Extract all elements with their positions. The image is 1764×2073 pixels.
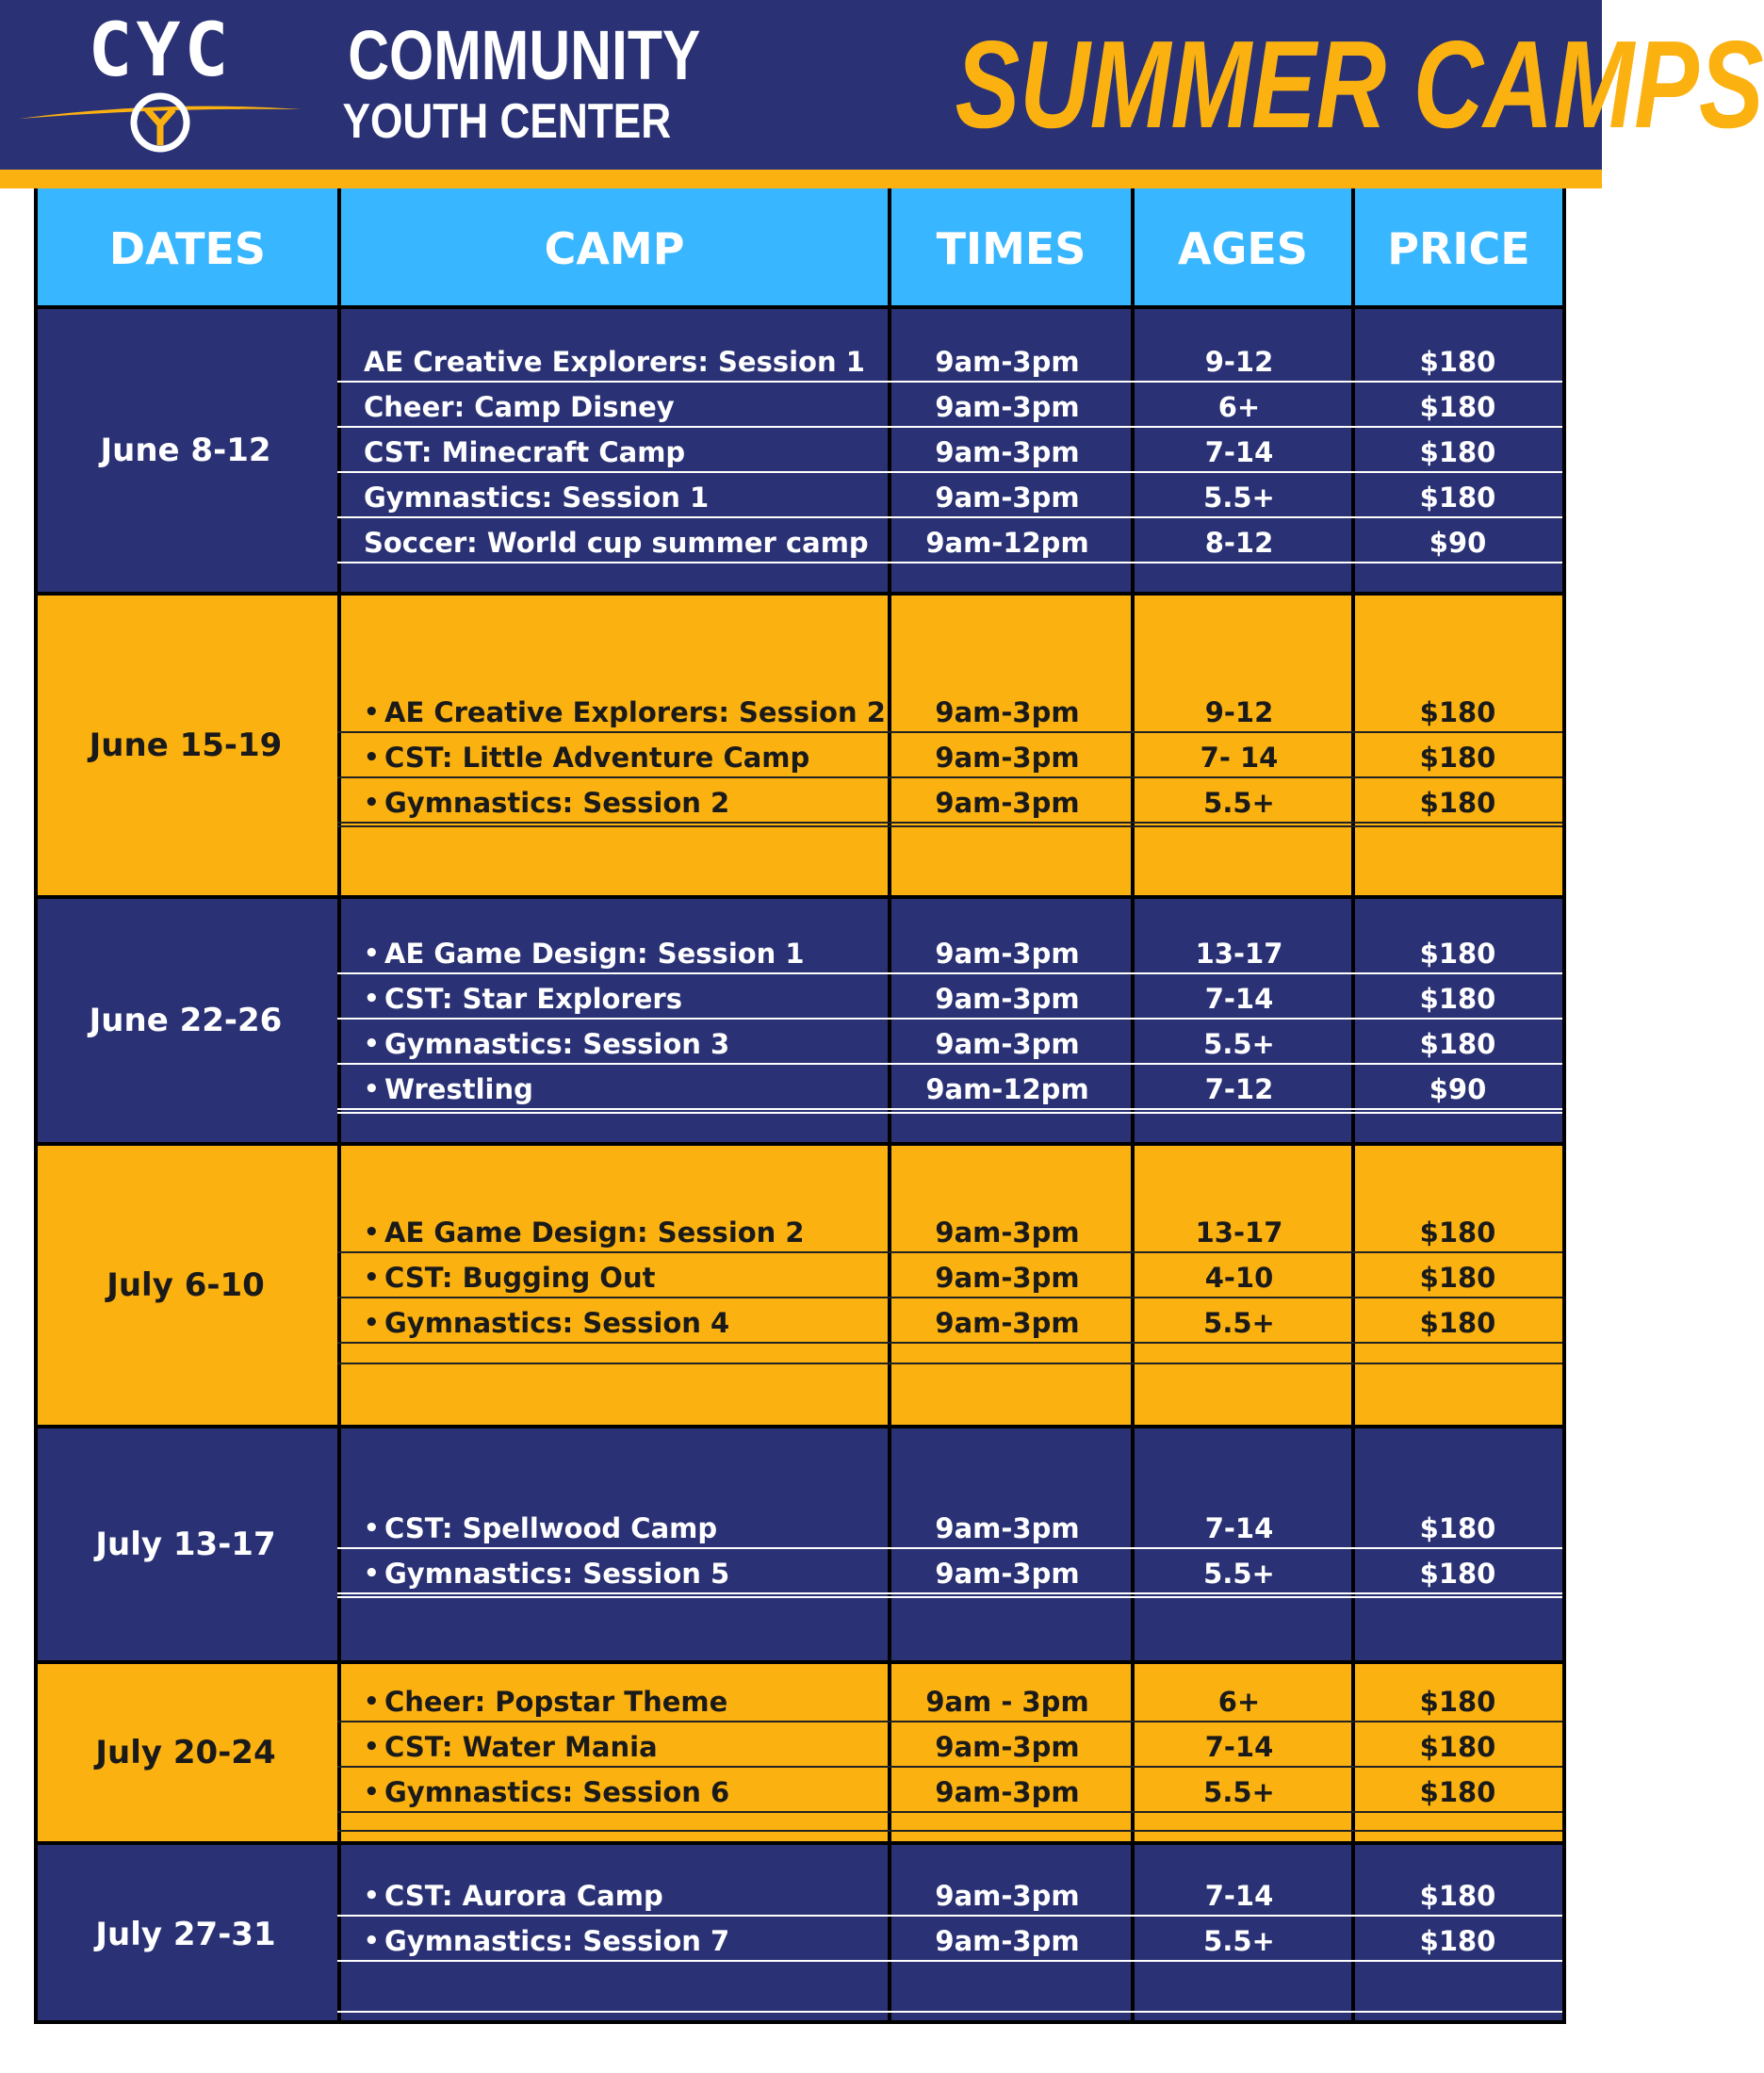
camp-price: $180	[1419, 1776, 1496, 1808]
camp-price: $180	[1419, 1925, 1496, 1957]
camp-row	[337, 1918, 1566, 1964]
camp-row	[337, 690, 1566, 735]
row-divider	[337, 776, 1566, 778]
camp-price: $180	[1419, 983, 1496, 1015]
camp-name: • CST: Star Explorers	[384, 976, 903, 1021]
camp-name: • CST: Water Mania	[384, 1724, 903, 1770]
week-dates: July 20-24	[95, 1734, 276, 1771]
camp-time: 9am-12pm	[925, 527, 1089, 559]
camp-ages: 13-17	[1195, 1216, 1283, 1249]
camp-time: 9am-3pm	[935, 391, 1080, 423]
camp-price: $90	[1429, 1073, 1487, 1105]
camp-ages: 4-10	[1204, 1262, 1274, 1294]
camp-time: 9am-3pm	[935, 742, 1080, 774]
camp-name: CST: Minecraft Camp	[364, 436, 686, 468]
camp-time: 9am-12pm	[925, 1073, 1089, 1105]
block-divider	[34, 895, 1566, 899]
camp-time: 9am-3pm	[935, 1731, 1080, 1763]
camp-time: 9am-3pm	[935, 436, 1080, 468]
org-name-line2: YOUTH CENTER	[342, 94, 672, 149]
camp-name: • Gymnastics: Session 3	[384, 1021, 903, 1067]
camp-time: 9am-3pm	[935, 1925, 1080, 1957]
header-camp: CAMP	[341, 188, 891, 309]
week-dates: July 27-31	[95, 1916, 276, 1953]
camp-name: • AE Creative Explorers: Session 2	[384, 690, 903, 735]
row-divider	[337, 1811, 1566, 1813]
week-dates: July 13-17	[95, 1526, 276, 1563]
table-right-border	[1562, 188, 1566, 2024]
row-divider	[337, 1251, 1566, 1253]
table-bottom-border	[34, 2020, 1566, 2024]
camp-price: $180	[1419, 1558, 1496, 1590]
camp-name: • Gymnastics: Session 2	[384, 780, 903, 825]
camp-row	[337, 339, 1566, 384]
camp-time: 9am-3pm	[935, 1028, 1080, 1060]
block-divider	[34, 1425, 1566, 1428]
logo-text: CYC	[88, 8, 233, 93]
camp-time: 9am-3pm	[935, 1512, 1080, 1544]
row-divider	[337, 471, 1566, 473]
header-ages: AGES	[1135, 188, 1355, 309]
row-divider	[337, 1766, 1566, 1768]
camp-price: $180	[1419, 1028, 1496, 1060]
week-block	[34, 596, 1566, 895]
camp-name: • Gymnastics: Session 4	[384, 1300, 903, 1346]
header-banner	[0, 0, 1764, 170]
camp-time: 9am-3pm	[935, 787, 1080, 819]
row-divider	[337, 1297, 1566, 1298]
camp-row	[337, 1210, 1566, 1255]
camp-price: $180	[1419, 938, 1496, 970]
camp-row	[337, 1021, 1566, 1067]
camp-name: • CST: Bugging Out	[384, 1255, 903, 1300]
camp-time: 9am-3pm	[935, 1776, 1080, 1808]
camp-name: • Gymnastics: Session 6	[384, 1770, 903, 1815]
row-divider	[337, 822, 1566, 824]
camp-row	[337, 1067, 1566, 1112]
week-dates: June 22-26	[89, 1002, 283, 1039]
row-divider	[337, 1363, 1566, 1364]
camp-ages: 7-14	[1204, 1731, 1274, 1763]
week-dates: June 15-19	[89, 726, 283, 764]
camp-name: Cheer: Camp Disney	[364, 391, 675, 423]
camp-schedule-table	[34, 188, 1566, 2024]
cyc-logo	[19, 8, 302, 162]
camp-price: $180	[1419, 696, 1496, 728]
camp-row	[337, 1724, 1566, 1770]
row-divider	[337, 1915, 1566, 1917]
camp-row	[337, 1679, 1566, 1724]
camp-price: $180	[1419, 482, 1496, 514]
camp-ages: 7-14	[1204, 983, 1274, 1015]
row-divider	[337, 731, 1566, 733]
header-price: PRICE	[1355, 188, 1566, 309]
camp-row	[337, 1300, 1566, 1346]
row-divider	[337, 1960, 1566, 1962]
camp-price: $180	[1419, 436, 1496, 468]
camp-ages: 7-14	[1204, 436, 1274, 468]
page-title: SUMMER CAMPS	[955, 15, 1764, 154]
camp-ages: 5.5+	[1203, 1558, 1275, 1590]
week-dates: June 8-12	[100, 432, 271, 469]
row-divider	[337, 1342, 1566, 1344]
camp-time: 9am-3pm	[935, 1216, 1080, 1249]
week-block	[34, 1845, 1566, 2024]
camp-row	[337, 931, 1566, 976]
camp-ages: 8-12	[1204, 527, 1274, 559]
camp-row	[337, 1506, 1566, 1551]
week-block	[34, 1664, 1566, 1841]
block-divider	[34, 1660, 1566, 1664]
camp-ages: 9-12	[1204, 346, 1274, 378]
camp-row	[337, 976, 1566, 1021]
row-divider	[337, 1547, 1566, 1549]
header-dates: DATES	[34, 188, 341, 309]
camp-name: AE Creative Explorers: Session 1	[364, 346, 865, 378]
camp-name: Soccer: World cup summer camp	[364, 527, 869, 559]
table-left-border	[34, 188, 38, 2024]
camp-time: 9am-3pm	[935, 983, 1080, 1015]
row-divider	[337, 1063, 1566, 1065]
camp-name: • Gymnastics: Session 5	[384, 1551, 903, 1596]
camp-price: $90	[1429, 527, 1487, 559]
camp-ages: 9-12	[1204, 696, 1274, 728]
camp-name: • AE Game Design: Session 1	[384, 931, 903, 976]
camp-time: 9am-3pm	[935, 1880, 1080, 1912]
row-divider	[337, 381, 1566, 383]
camp-ages: 5.5+	[1203, 1925, 1275, 1957]
camp-time: 9am-3pm	[935, 938, 1080, 970]
camp-time: 9am-3pm	[935, 346, 1080, 378]
block-divider	[34, 305, 1566, 309]
camp-row	[337, 735, 1566, 780]
camp-ages: 6+	[1217, 391, 1261, 423]
org-name-line1: COMMUNITY	[348, 16, 701, 94]
camp-row	[337, 1551, 1566, 1596]
camp-price: $180	[1419, 1216, 1496, 1249]
row-divider	[337, 1018, 1566, 1020]
row-divider	[337, 825, 1566, 827]
header-stripe	[0, 170, 1602, 188]
camp-ages: 7-12	[1204, 1073, 1274, 1105]
row-divider	[337, 516, 1566, 518]
camp-price: $180	[1419, 1731, 1496, 1763]
week-dates: July 6-10	[106, 1266, 265, 1304]
row-divider	[337, 1596, 1566, 1598]
camp-time: 9am-3pm	[935, 1262, 1080, 1294]
camp-row	[337, 520, 1566, 565]
camp-ages: 7- 14	[1200, 742, 1279, 774]
camp-name: • AE Game Design: Session 2	[384, 1210, 903, 1255]
camp-ages: 5.5+	[1203, 482, 1275, 514]
logo-emblem-icon	[19, 89, 302, 164]
camp-row	[337, 1873, 1566, 1918]
row-divider	[337, 2011, 1566, 2013]
block-divider	[34, 1841, 1566, 1845]
camp-row	[337, 430, 1566, 475]
camp-price: $180	[1419, 346, 1496, 378]
camp-time: 9am-3pm	[935, 696, 1080, 728]
row-divider	[337, 1112, 1566, 1114]
camp-name: • Gymnastics: Session 7	[384, 1918, 903, 1964]
camp-time: 9am-3pm	[935, 482, 1080, 514]
camp-name: • Cheer: Popstar Theme	[384, 1679, 903, 1724]
camp-time: 9am-3pm	[935, 1558, 1080, 1590]
camp-time: 9am-3pm	[935, 1307, 1080, 1339]
camp-row	[337, 780, 1566, 825]
camp-price: $180	[1419, 1512, 1496, 1544]
camp-row	[337, 1255, 1566, 1300]
camp-time: 9am - 3pm	[925, 1686, 1089, 1718]
camp-name: • CST: Little Adventure Camp	[384, 735, 903, 780]
week-block	[34, 1146, 1566, 1425]
camp-ages: 5.5+	[1203, 1307, 1275, 1339]
row-divider	[337, 426, 1566, 428]
camp-name: • CST: Aurora Camp	[384, 1873, 903, 1918]
org-name	[316, 16, 701, 149]
camp-price: $180	[1419, 742, 1496, 774]
camp-ages: 5.5+	[1203, 1776, 1275, 1808]
camp-price: $180	[1419, 1880, 1496, 1912]
camp-ages: 13-17	[1195, 938, 1283, 970]
camp-row	[337, 1770, 1566, 1815]
camp-row	[337, 384, 1566, 430]
row-divider	[337, 1108, 1566, 1110]
camp-name: Gymnastics: Session 1	[364, 482, 710, 514]
block-divider	[34, 1142, 1566, 1146]
camp-ages: 7-14	[1204, 1880, 1274, 1912]
camp-ages: 6+	[1217, 1686, 1261, 1718]
row-divider	[337, 972, 1566, 974]
row-divider	[337, 1830, 1566, 1832]
camp-price: $180	[1419, 1307, 1496, 1339]
camp-price: $180	[1419, 787, 1496, 819]
camp-name: • Wrestling	[384, 1067, 903, 1112]
camp-price: $180	[1419, 391, 1496, 423]
week-block	[34, 309, 1566, 592]
row-divider	[337, 1721, 1566, 1722]
camp-ages: 5.5+	[1203, 787, 1275, 819]
camp-name: • CST: Spellwood Camp	[384, 1506, 903, 1551]
week-block	[34, 899, 1566, 1142]
camp-price: $180	[1419, 1262, 1496, 1294]
block-divider	[34, 592, 1566, 596]
row-divider	[337, 562, 1566, 563]
camp-row	[337, 475, 1566, 520]
header-times: TIMES	[891, 188, 1135, 309]
camp-price: $180	[1419, 1686, 1496, 1718]
camp-ages: 5.5+	[1203, 1028, 1275, 1060]
camp-ages: 7-14	[1204, 1512, 1274, 1544]
week-block	[34, 1428, 1566, 1660]
row-divider	[337, 1592, 1566, 1594]
